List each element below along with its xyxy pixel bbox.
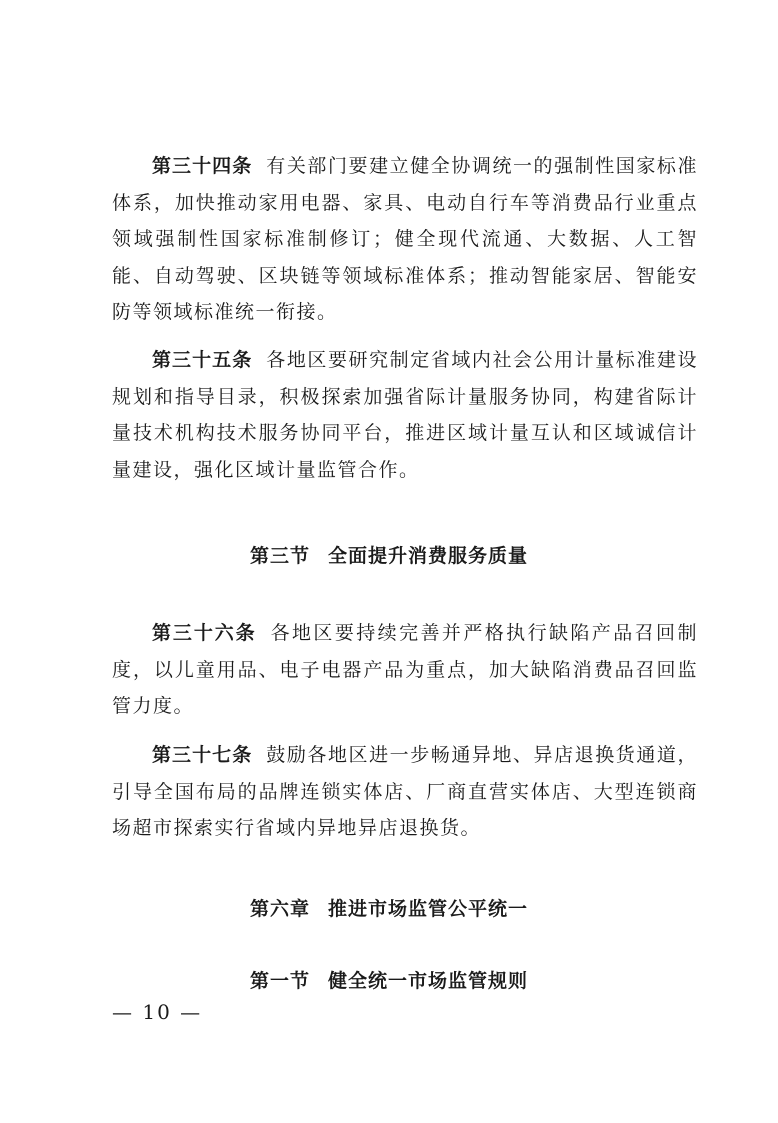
article-label: 第三十六条 bbox=[152, 622, 257, 644]
article-37 bbox=[112, 737, 698, 847]
article-label: 第三十五条 bbox=[152, 349, 253, 371]
article-text: 各地区要持续完善并严格执行缺陷产品召回制度，以儿童用品、电子电器产品为重点，加大缺陷消费品召回监管力度。 bbox=[112, 622, 698, 717]
article-text: 鼓励各地区进一步畅通异地、异店退换货通道，引导全国布局的品牌连锁实体店、厂商直营实体店、大型连锁商场超市探索实行省域内异地异店退换货。 bbox=[112, 744, 698, 839]
heading-title: 健全统一市场监管规则 bbox=[328, 970, 529, 992]
section-heading bbox=[0, 541, 778, 568]
article-label: 第三十七条 bbox=[152, 744, 253, 766]
page-number: — 10 — bbox=[112, 1000, 203, 1024]
article-35 bbox=[112, 342, 698, 488]
heading-title: 推进市场监管公平统一 bbox=[328, 898, 529, 920]
heading-number: 第一节 bbox=[249, 970, 310, 992]
chapter-heading bbox=[0, 894, 778, 921]
article-36 bbox=[112, 615, 698, 725]
heading-number: 第三节 bbox=[249, 545, 310, 567]
article-34 bbox=[112, 148, 698, 331]
article-text: 有关部门要建立健全协调统一的强制性国家标准体系，加快推动家用电器、家具、电动自行车等消费品行业重点领域强制性国家标准制修订；健全现代流通、大数据、人工智能、自动驾驶、区块链等领域标准体系；推动智能家居、智能安防等领域标准统一衔接。 bbox=[112, 155, 698, 323]
article-label: 第三十四条 bbox=[152, 155, 253, 177]
article-text: 各地区要研究制定省域内社会公用计量标准建设规划和指导目录，积极探索加强省际计量服务协同，构建省际计量技术机构技术服务协同平台，推进区域计量互认和区域诚信计量建设，强化区域计量监管合作。 bbox=[112, 349, 698, 481]
section-heading bbox=[0, 966, 778, 993]
heading-number: 第六章 bbox=[249, 898, 310, 920]
heading-title: 全面提升消费服务质量 bbox=[328, 545, 529, 567]
